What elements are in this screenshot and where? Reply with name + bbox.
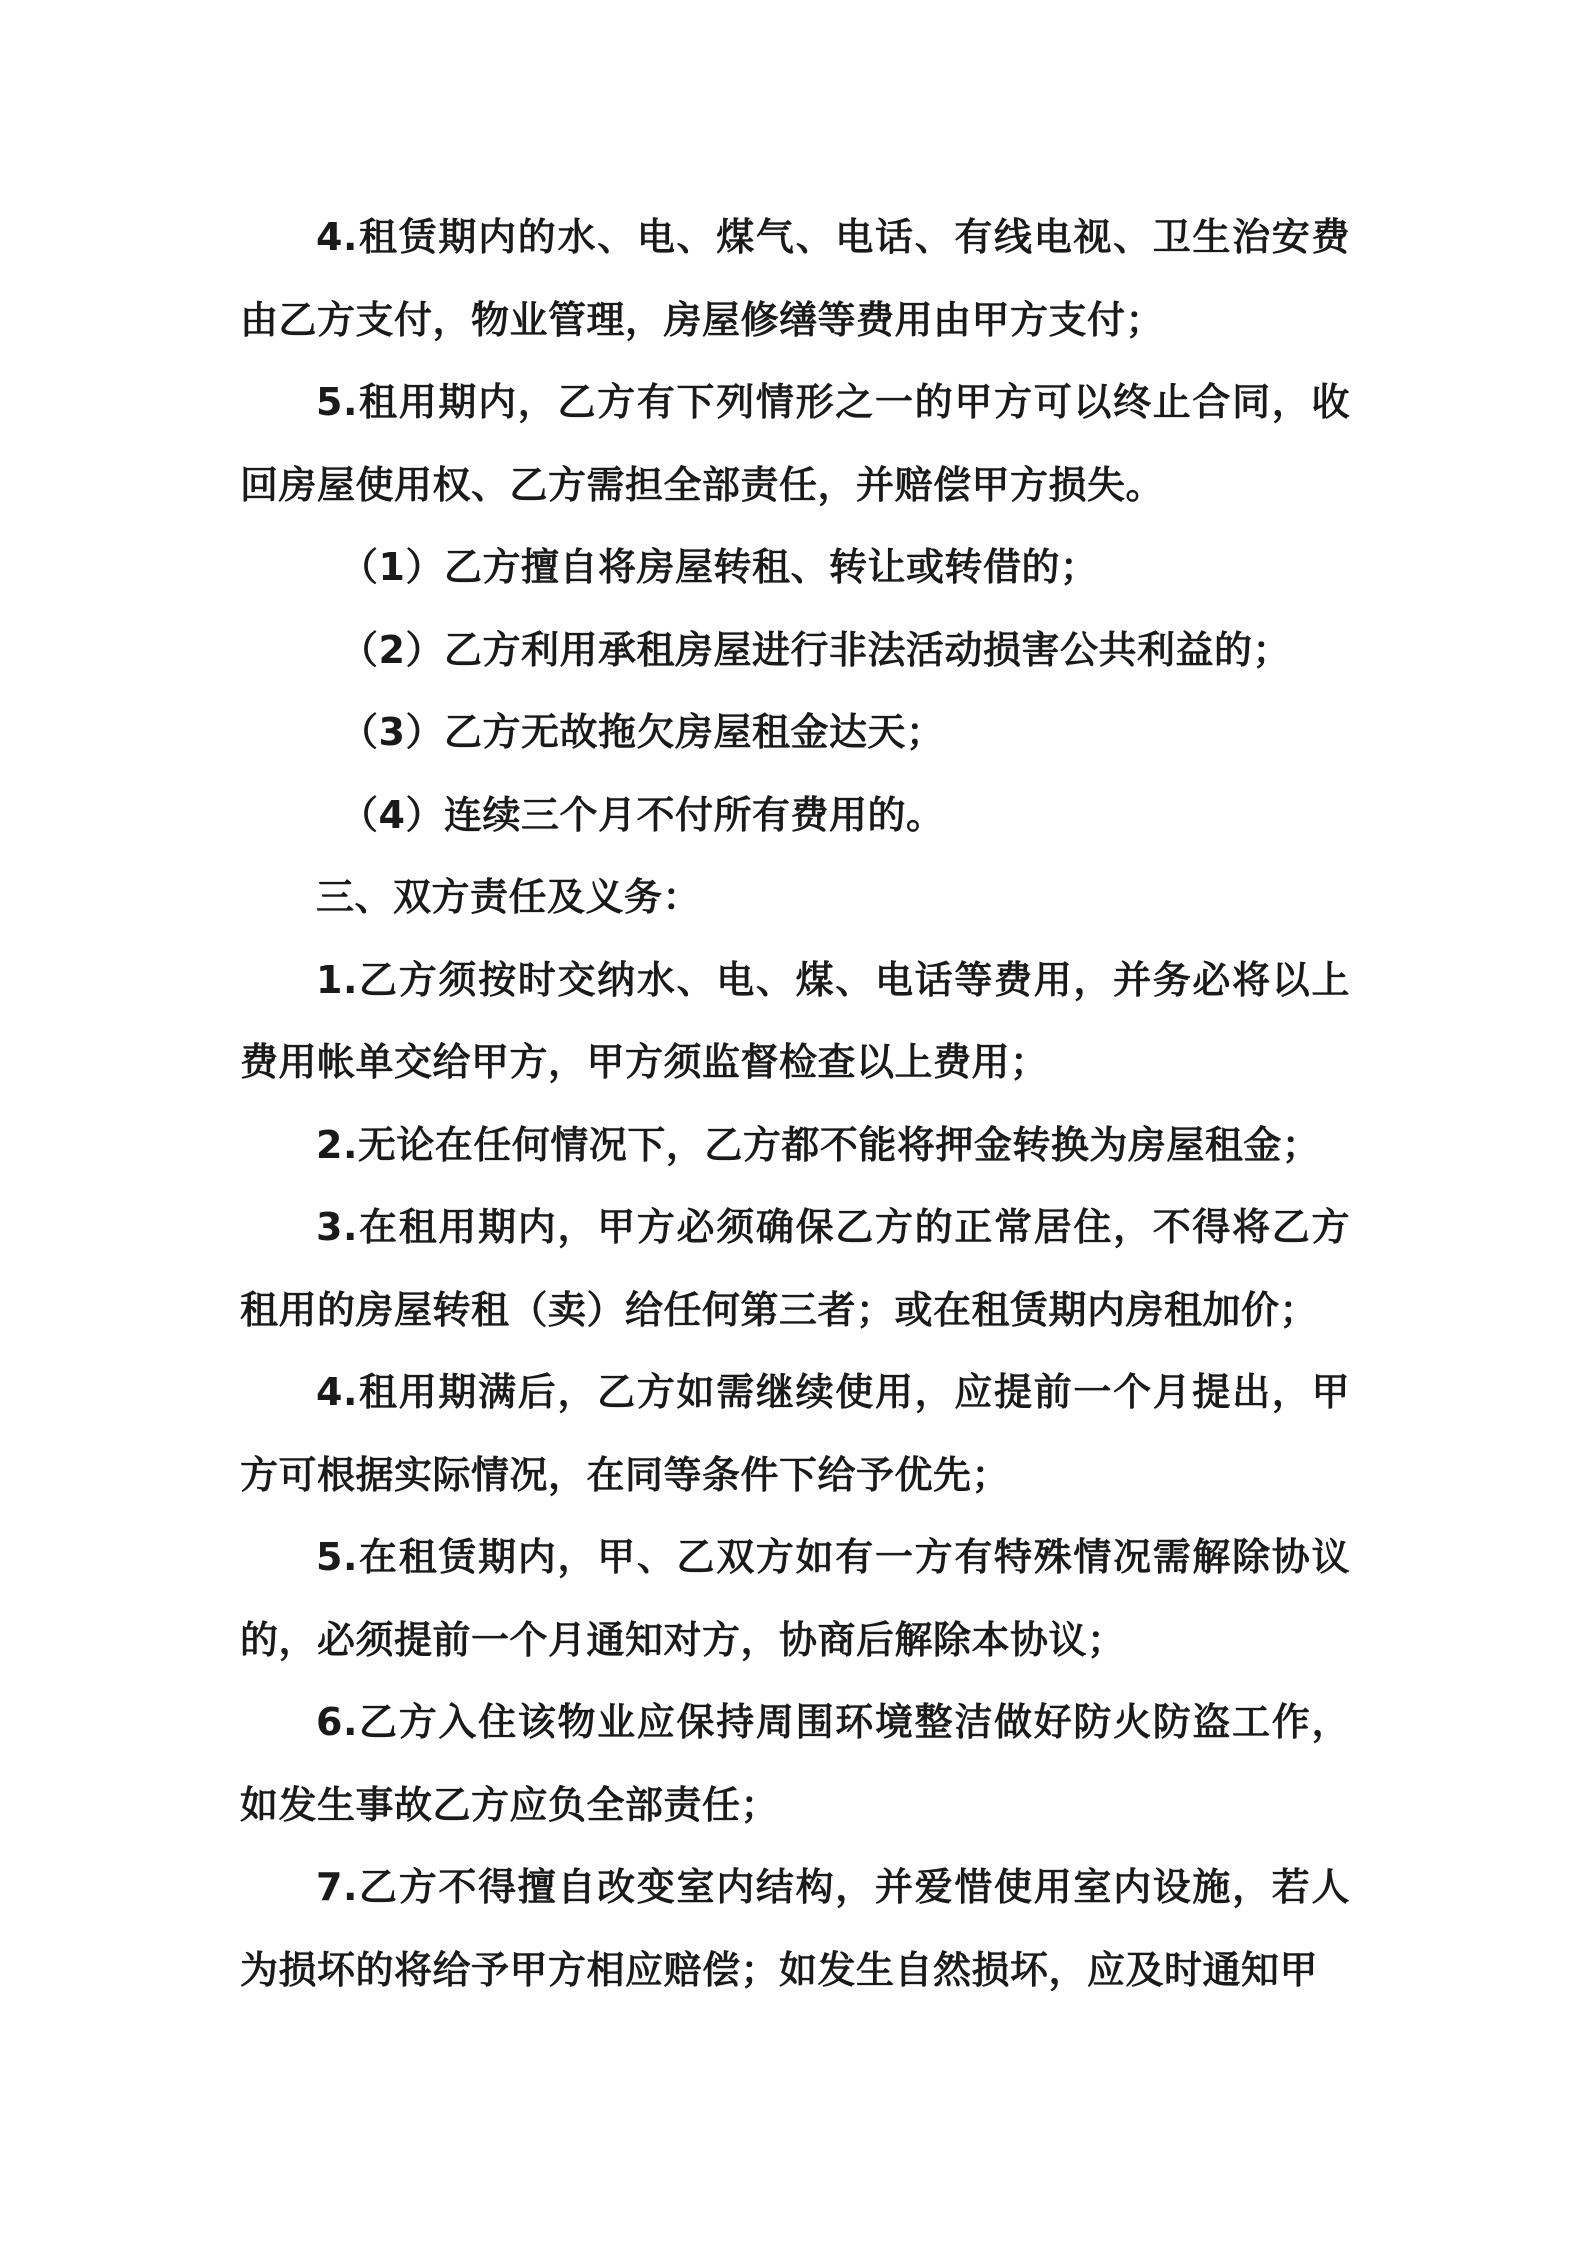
duty-1: 1.乙方须按时交纳水、电、煤、电话等费用，并务必将以上费用帐单交给甲方，甲方须监督检查以上费用；: [240, 957, 1350, 1084]
duty-5: 5.在租赁期内，甲、乙双方如有一方有特殊情况需解除协议的，必须提前一个月通知对方，协商后解除本协议；: [240, 1535, 1350, 1662]
duty-3: 3.在租用期内，甲方必须确保乙方的正常居住，不得将乙方租用的房屋转租（卖）给任何第三者；或在租赁期内房租加价；: [240, 1205, 1350, 1332]
contract-text: [240, 196, 1350, 2011]
termination-item-4: （4）连续三个月不付所有费用的。: [340, 792, 945, 837]
duty-6: 6.乙方入住该物业应保持周围环境整洁做好防火防盗工作，如发生事故乙方应负全部责任；: [240, 1700, 1350, 1827]
termination-item-1: （1）乙方擅自将房屋转租、转让或转借的；: [340, 545, 1099, 589]
section-heading-responsibilities: 三、双方责任及义务：: [316, 875, 702, 919]
termination-item-3: （3）乙方无故拖欠房屋租金达天；: [340, 710, 945, 754]
duty-4: 4.租用期满后，乙方如需继续使用，应提前一个月提出，甲方可根据实际情况，在同等条件下给予优先；: [240, 1370, 1350, 1497]
duty-7: 7.乙方不得擅自改变室内结构，并爱惜使用室内设施，若人为损坏的将给予甲方相应赔偿；如发生自然损坏，应及时通知甲: [240, 1865, 1350, 1992]
duty-2: 2.无论在任何情况下，乙方都不能将押金转换为房屋租金；: [316, 1122, 1321, 1167]
clause-4-utilities: 4.租赁期内的水、电、煤气、电话、有线电视、卫生治安费由乙方支付，物业管理，房屋修缮等费用由甲方支付；: [240, 215, 1350, 342]
termination-item-2: （2）乙方利用承租房屋进行非法活动损害公共利益的；: [340, 627, 1291, 672]
clause-5-termination: 5.租用期内，乙方有下列情形之一的甲方可以终止合同，收回房屋使用权、乙方需担全部责任，并赔偿甲方损失。: [240, 380, 1350, 507]
